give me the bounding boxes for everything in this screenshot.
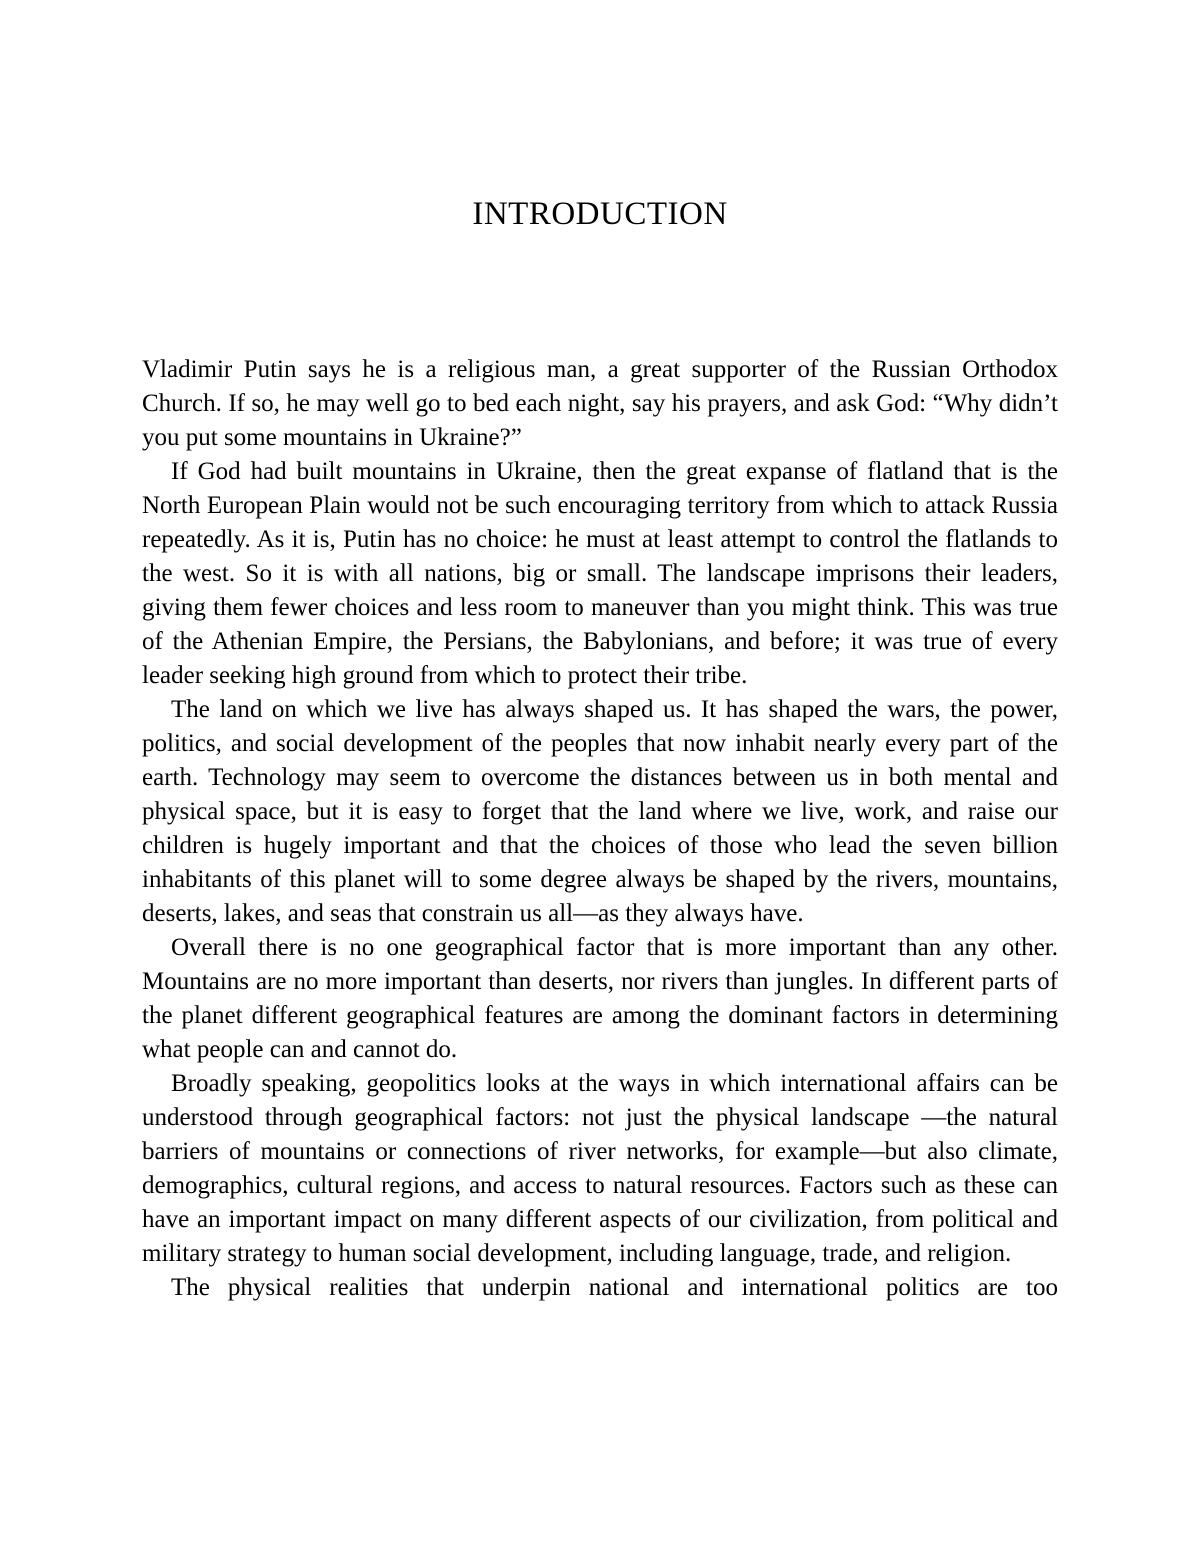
chapter-body bbox=[142, 353, 1058, 1305]
paragraph: The physical realities that underpin national and international politics are too bbox=[171, 1274, 1058, 1301]
paragraph: Overall there is no one geographical factor that is more important than any other. Mountains are no more important than deserts, nor rivers than jungles. In different parts of the planet different geographical features are among the dominant factors in determining what people can and cannot do. bbox=[142, 934, 1058, 1063]
paragraph: If God had built mountains in Ukraine, then the great expanse of flatland that is the North European Plain would not be such encouraging territory from which to attack Russia repeatedly. As it is, Putin has no choice: he must at least attempt to control the flatlands to the west. So it is with all nations, big or small. The landscape imprisons their leaders, giving them fewer choices and less room to maneuver than you might think. This was true of the Athenian Empire, the Persians, the Babylonians, and before; it was true of every leader seeking high ground from which to protect their tribe. bbox=[142, 458, 1058, 689]
chapter-title: INTRODUCTION bbox=[472, 196, 728, 232]
paragraph: The land on which we live has always shaped us. It has shaped the wars, the power, politics, and social development of the peoples that now inhabit nearly every part of the earth. Technology may seem to overcome the distances between us in both mental and physical space, but it is easy to forget that the land where we live, work, and raise our children is hugely important and that the choices of those who lead the seven billion inhabitants of this planet will to some degree always be shaped by the rivers, mountains, deserts, lakes, and seas that constrain us all—as they always have. bbox=[142, 696, 1058, 927]
paragraph: Broadly speaking, geopolitics looks at the ways in which international affairs can be understood through geographical factors: not just the physical landscape —the natural barriers of mountains or connections of river networks, for example—but also climate, demographics, cultural regions, and access to natural resources. Factors such as these can have an important impact on many different aspects of our civilization, from political and military strategy to human social development, including language, trade, and religion. bbox=[142, 1070, 1058, 1267]
paragraph: Vladimir Putin says he is a religious man, a great supporter of the Russian Orthodox Church. If so, he may well go to bed each night, say his prayers, and ask God: “Why didn’t you put some mountains in Ukraine?” bbox=[142, 356, 1058, 451]
